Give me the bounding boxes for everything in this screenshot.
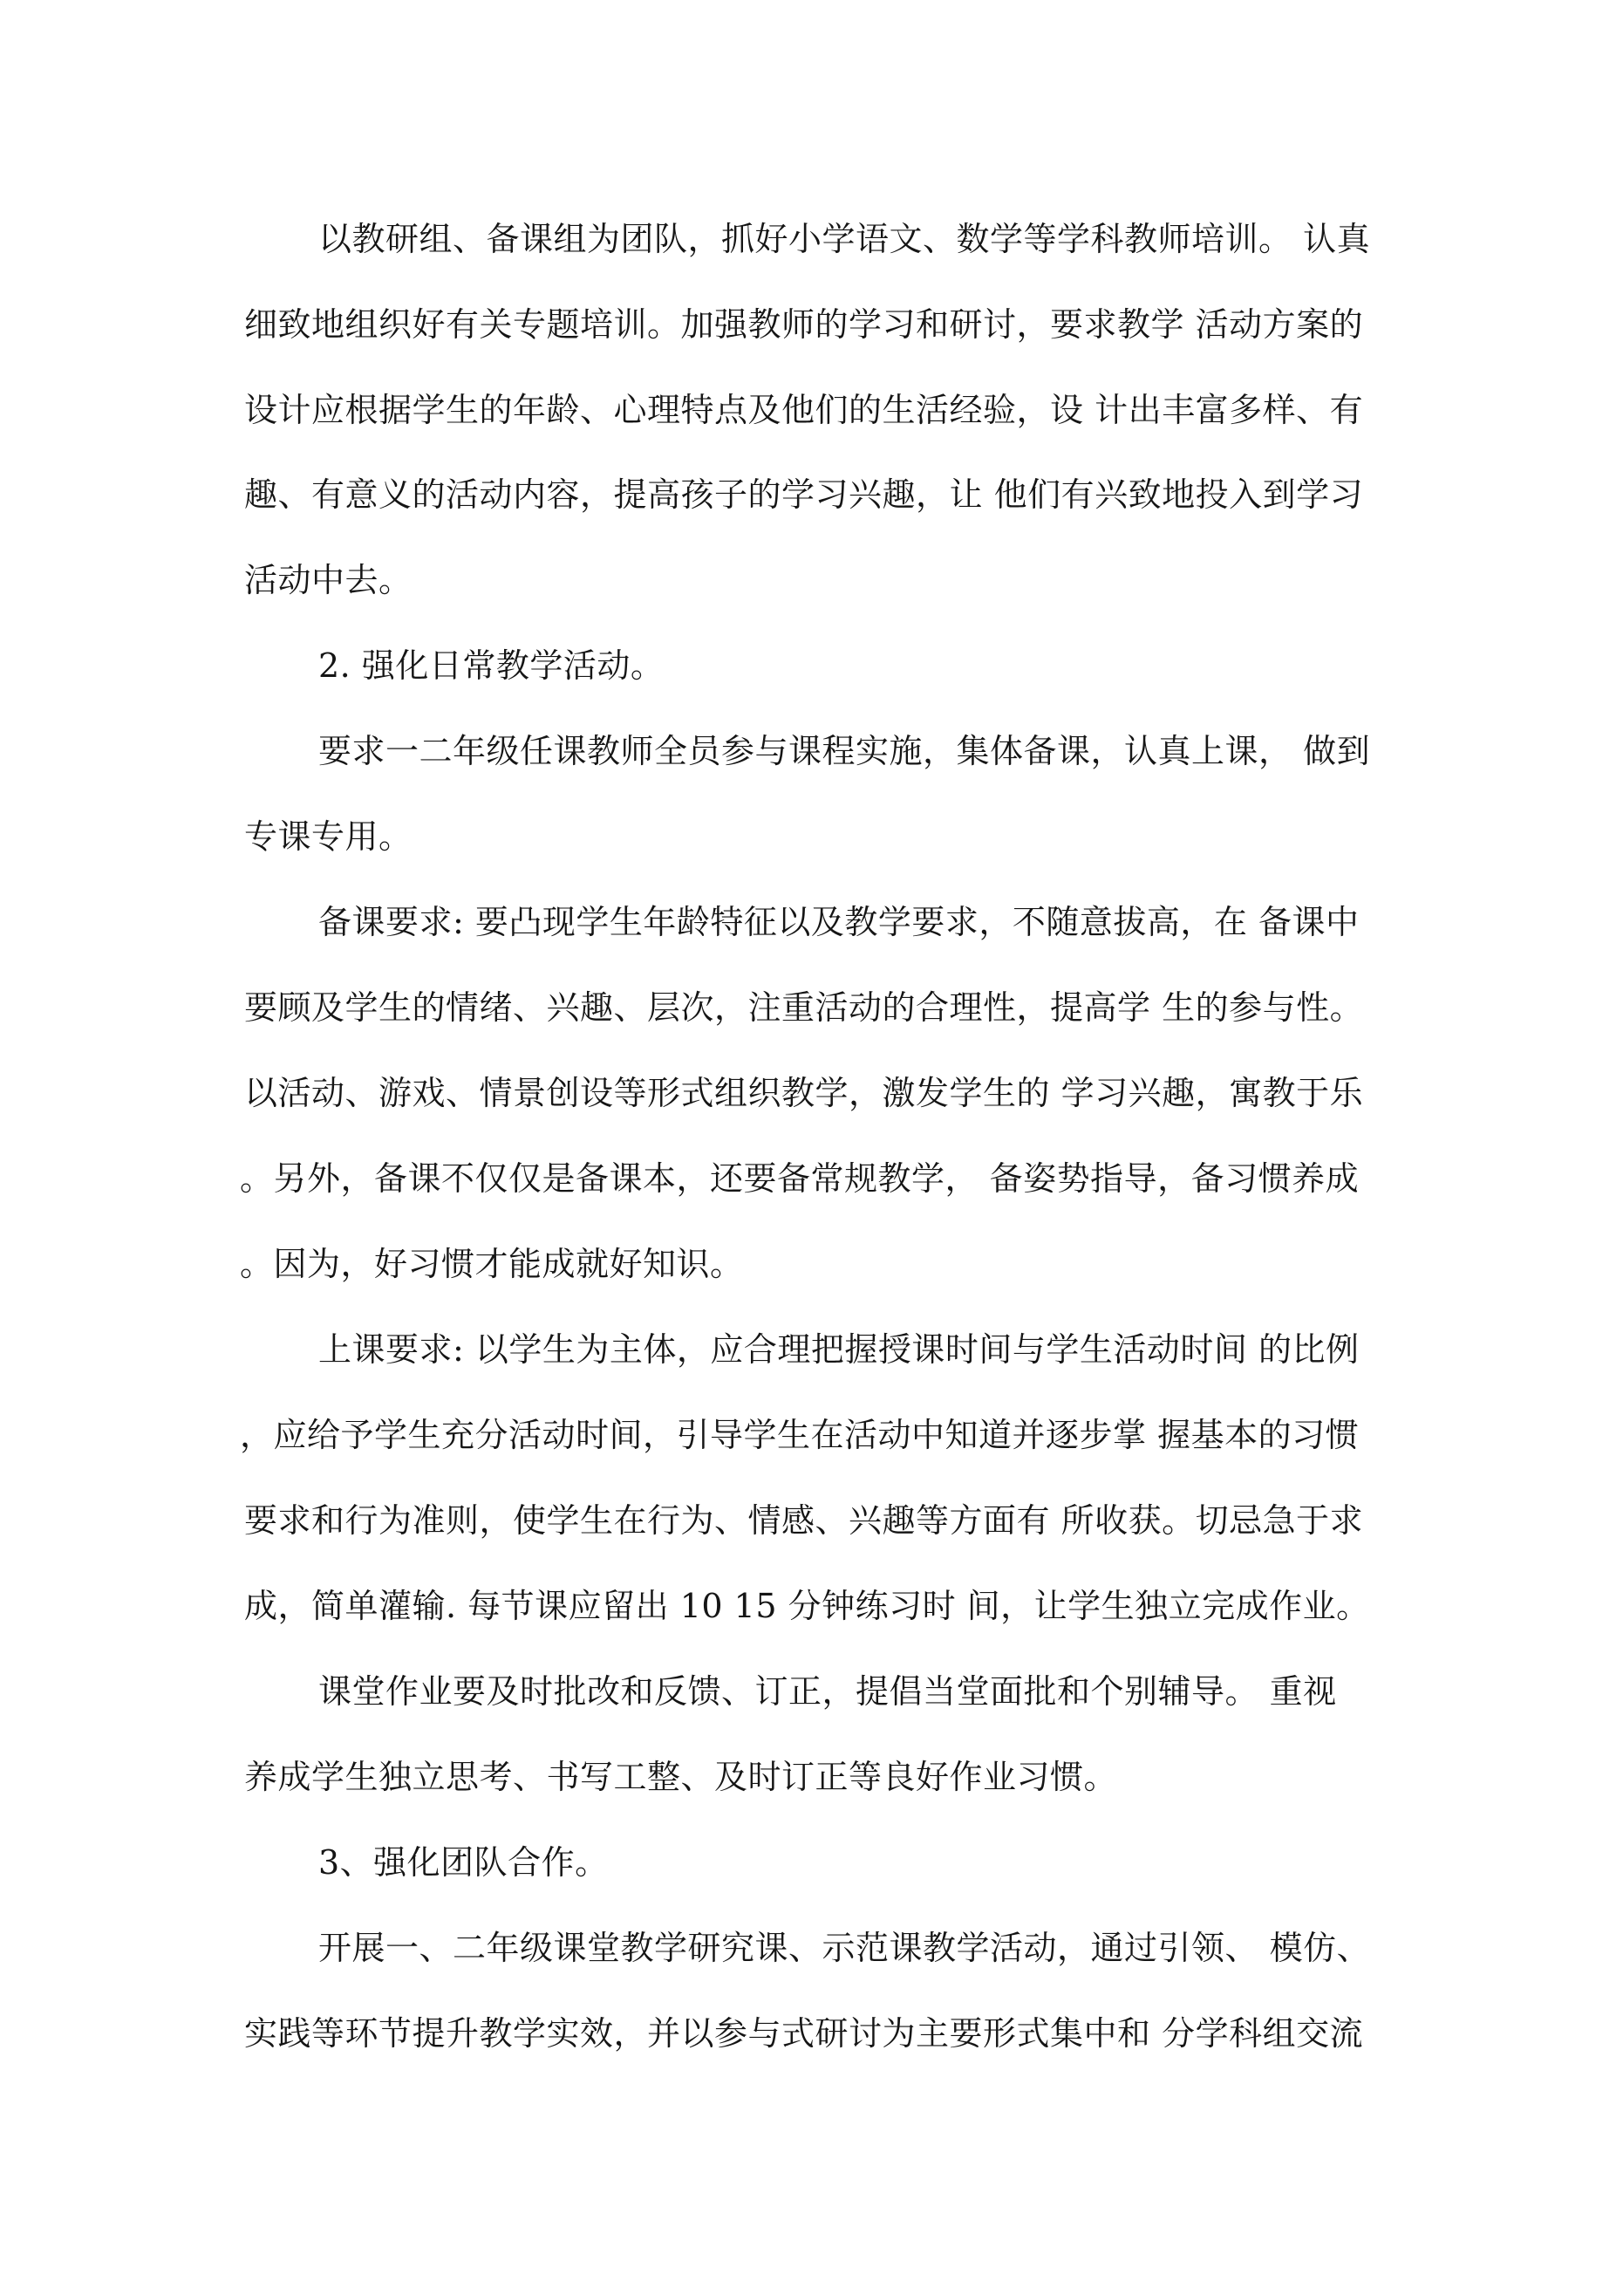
text-line: 开展一、二年级课堂教学研究课、示范课教学活动，通过引领、 模仿、 xyxy=(318,1929,1371,1967)
text-line: 细致地组织好有关专题培训。加强教师的学习和研讨，要求教学 活动方案的 xyxy=(244,305,1364,344)
text-line: 以活动、游戏、情景创设等形式组织教学，激发学生的 学习兴趣，寓教于乐 xyxy=(244,1074,1364,1112)
text-line: 趣、有意义的活动内容，提高孩子的学习兴趣，让 他们有兴致地投入到学习 xyxy=(244,475,1364,514)
text-line: 设计应根据学生的年龄、心理特点及他们的生活经验，设 计出丰富多样、有 xyxy=(244,391,1364,429)
text-line: 活动中去。 xyxy=(244,561,413,599)
text-line: 专课专用。 xyxy=(244,817,413,856)
text-line: 养成学生独立思考、书写工整、及时订正等良好作业习惯。 xyxy=(244,1758,1118,1796)
heading-line: 2. 强化日常教学活动。 xyxy=(318,646,665,685)
text-line: ，应给予学生充分活动时间，引导学生在活动中知道并逐步掌 握基本的习惯 xyxy=(240,1416,1360,1454)
text-line: 。因为，好习惯才能成就好知识。 xyxy=(240,1245,744,1283)
text-line: 要顾及学生的情绪、兴趣、层次，注重活动的合理性，提高学 生的参与性。 xyxy=(244,988,1364,1027)
heading-line: 3、强化团队合作。 xyxy=(318,1843,609,1882)
text-line: 成，简单灌输. 每节课应留出 10 15 分钟练习时 间，让学生独立完成作业。 xyxy=(244,1587,1370,1625)
text-line: 。另外，备课不仅仅是备课本，还要备常规教学， 备姿势指导，备习惯养成 xyxy=(240,1159,1360,1198)
text-line: 要求一二年级任课教师全员参与课程实施，集体备课，认真上课， 做到 xyxy=(318,732,1371,770)
text-line: 实践等环节提升教学实效，并以参与式研讨为主要形式集中和 分学科组交流 xyxy=(244,2014,1364,2053)
text-line: 备课要求: 要凸现学生年龄特征以及教学要求，不随意拔高，在 备课中 xyxy=(318,903,1360,941)
text-line: 课堂作业要及时批改和反馈、订正，提倡当堂面批和个别辅导。 重视 xyxy=(318,1672,1337,1711)
text-line: 以教研组、备课组为团队，抓好小学语文、数学等学科教师培训。 认真 xyxy=(318,220,1371,258)
text-line: 要求和行为准则，使学生在行为、情感、兴趣等方面有 所收获。切忌急于求 xyxy=(244,1501,1364,1540)
text-line: 上课要求: 以学生为主体，应合理把握授课时间与学生活动时间 的比例 xyxy=(318,1330,1360,1369)
